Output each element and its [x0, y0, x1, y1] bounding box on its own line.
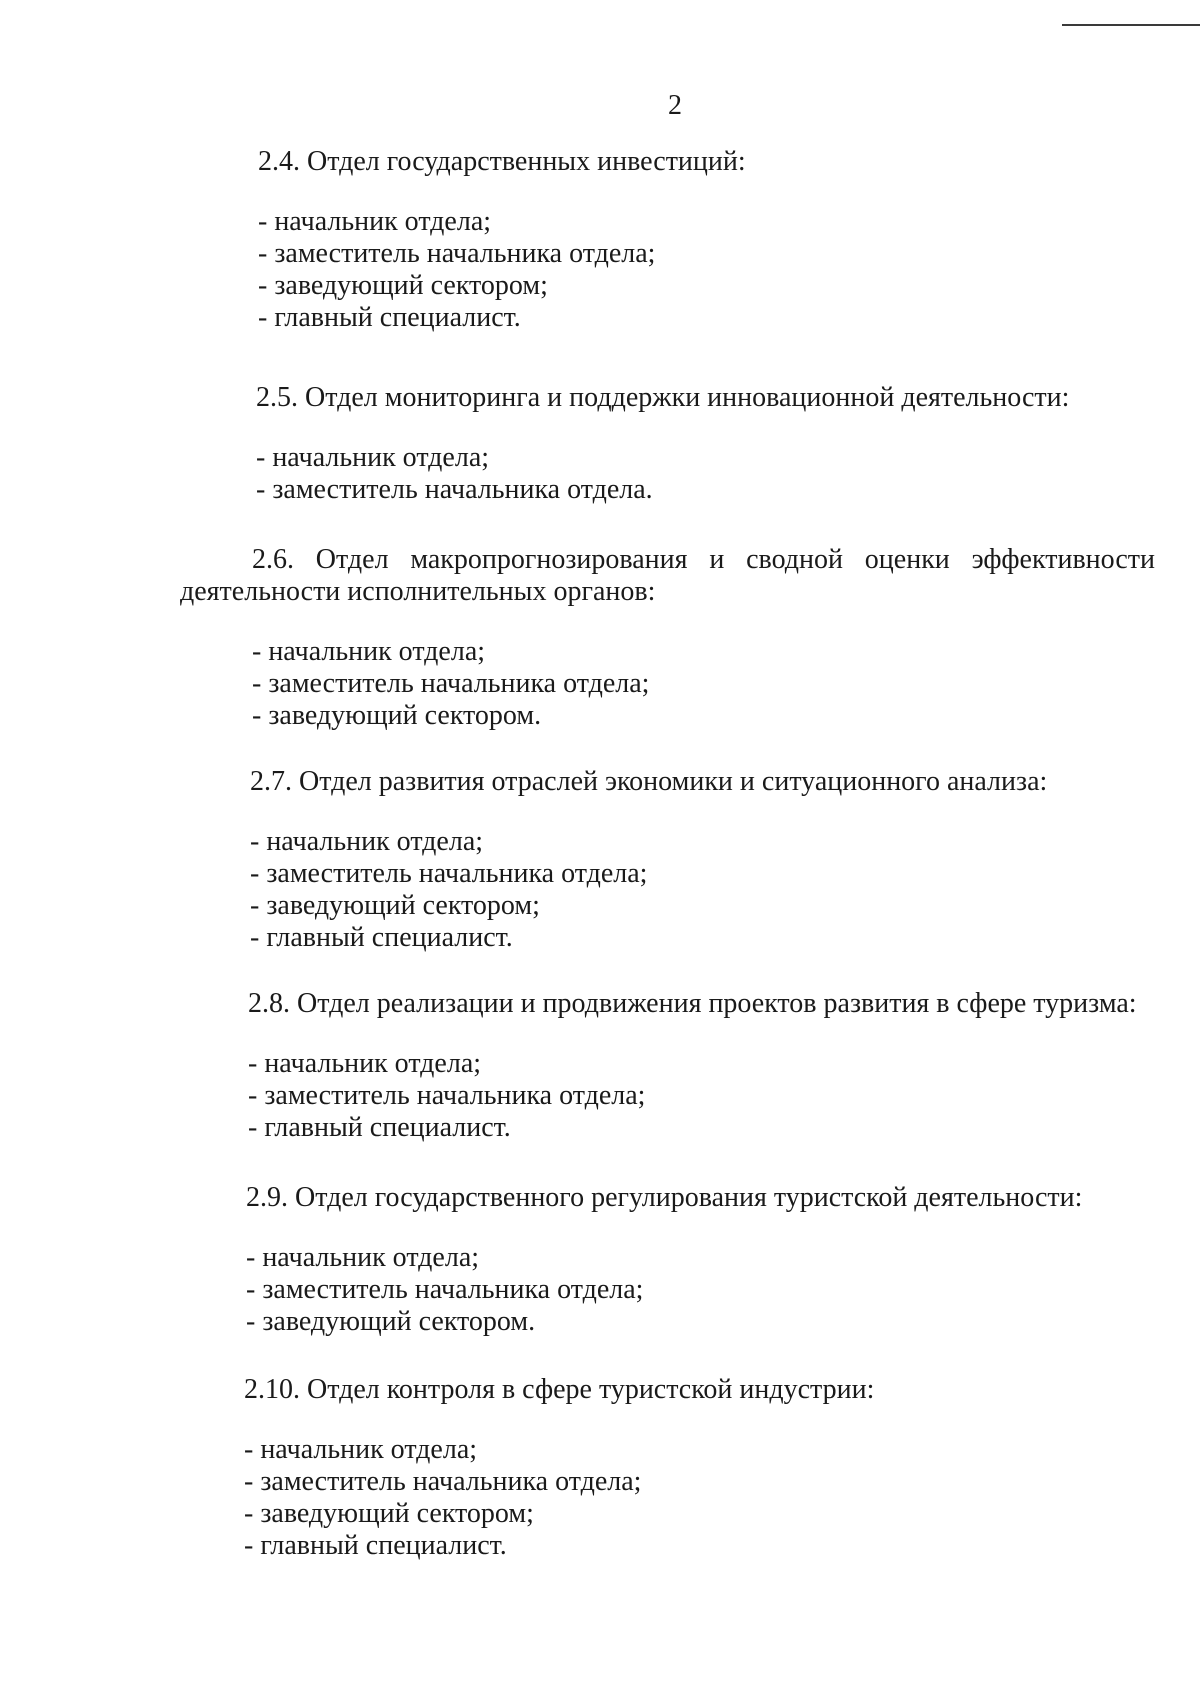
list-item: - заместитель начальника отдела;: [248, 1080, 646, 1111]
section-heading: [180, 544, 1155, 576]
list-item: - главный специалист.: [250, 922, 513, 953]
list-item: - заместитель начальника отдела.: [256, 474, 653, 505]
list-item: - заведующий сектором;: [244, 1498, 534, 1529]
section-2-6: [180, 544, 1155, 732]
position-list: [248, 1048, 1137, 1144]
section-heading-continued: деятельности исполнительных органов:: [180, 576, 656, 607]
list-item: - заместитель начальника отдела;: [250, 858, 648, 889]
list-item: - заместитель начальника отдела;: [252, 668, 650, 699]
section-heading: 2.8. Отдел реализации и продвижения проектов развития в сфере туризма:: [248, 988, 1137, 1019]
position-list: [256, 442, 1069, 506]
section-2-4: [258, 146, 746, 334]
list-item: - заместитель начальника отдела;: [246, 1274, 644, 1305]
list-item: - заведующий сектором.: [246, 1306, 536, 1337]
section-heading: 2.7. Отдел развития отраслей экономики и ситуационного анализа:: [250, 766, 1048, 797]
list-item: - начальник отдела;: [256, 442, 490, 473]
section-heading: 2.10. Отдел контроля в сфере туристской индустрии:: [244, 1374, 875, 1405]
section-2-7: [250, 766, 1047, 954]
section-heading: 2.9. Отдел государственного регулирования туристской деятельности:: [246, 1182, 1083, 1213]
list-item: - начальник отдела;: [258, 206, 492, 237]
position-list: [244, 1434, 874, 1562]
list-item: - начальник отдела;: [248, 1048, 482, 1079]
section-2-8: [248, 988, 1137, 1144]
list-item: - главный специалист.: [248, 1112, 511, 1143]
page-number: 2: [668, 90, 682, 121]
section-heading: 2.4. Отдел государственных инвестиций:: [258, 146, 746, 177]
scan-edge-line: [1062, 24, 1200, 26]
list-item: - заведующий сектором;: [250, 890, 540, 921]
section-2-9: [246, 1182, 1082, 1338]
section-heading-line1: 2.6. Отдел макропрогнозирования и сводной оценки эффективности: [252, 544, 1155, 575]
position-list: [250, 826, 1047, 954]
position-list: [246, 1242, 1082, 1338]
list-item: - начальник отдела;: [244, 1434, 478, 1465]
section-2-5: [256, 382, 1069, 506]
list-item: - начальник отдела;: [252, 636, 486, 667]
position-list: [252, 636, 1155, 732]
section-heading: 2.5. Отдел мониторинга и поддержки инновационной деятельности:: [256, 382, 1070, 413]
list-item: - главный специалист.: [244, 1530, 507, 1561]
list-item: - заведующий сектором;: [258, 270, 548, 301]
position-list: [258, 206, 746, 334]
list-item: - главный специалист.: [258, 302, 521, 333]
section-2-10: [244, 1374, 874, 1562]
list-item: - заместитель начальника отдела;: [258, 238, 656, 269]
list-item: - начальник отдела;: [250, 826, 484, 857]
list-item: - заведующий сектором.: [252, 700, 542, 731]
list-item: - начальник отдела;: [246, 1242, 480, 1273]
list-item: - заместитель начальника отдела;: [244, 1466, 642, 1497]
